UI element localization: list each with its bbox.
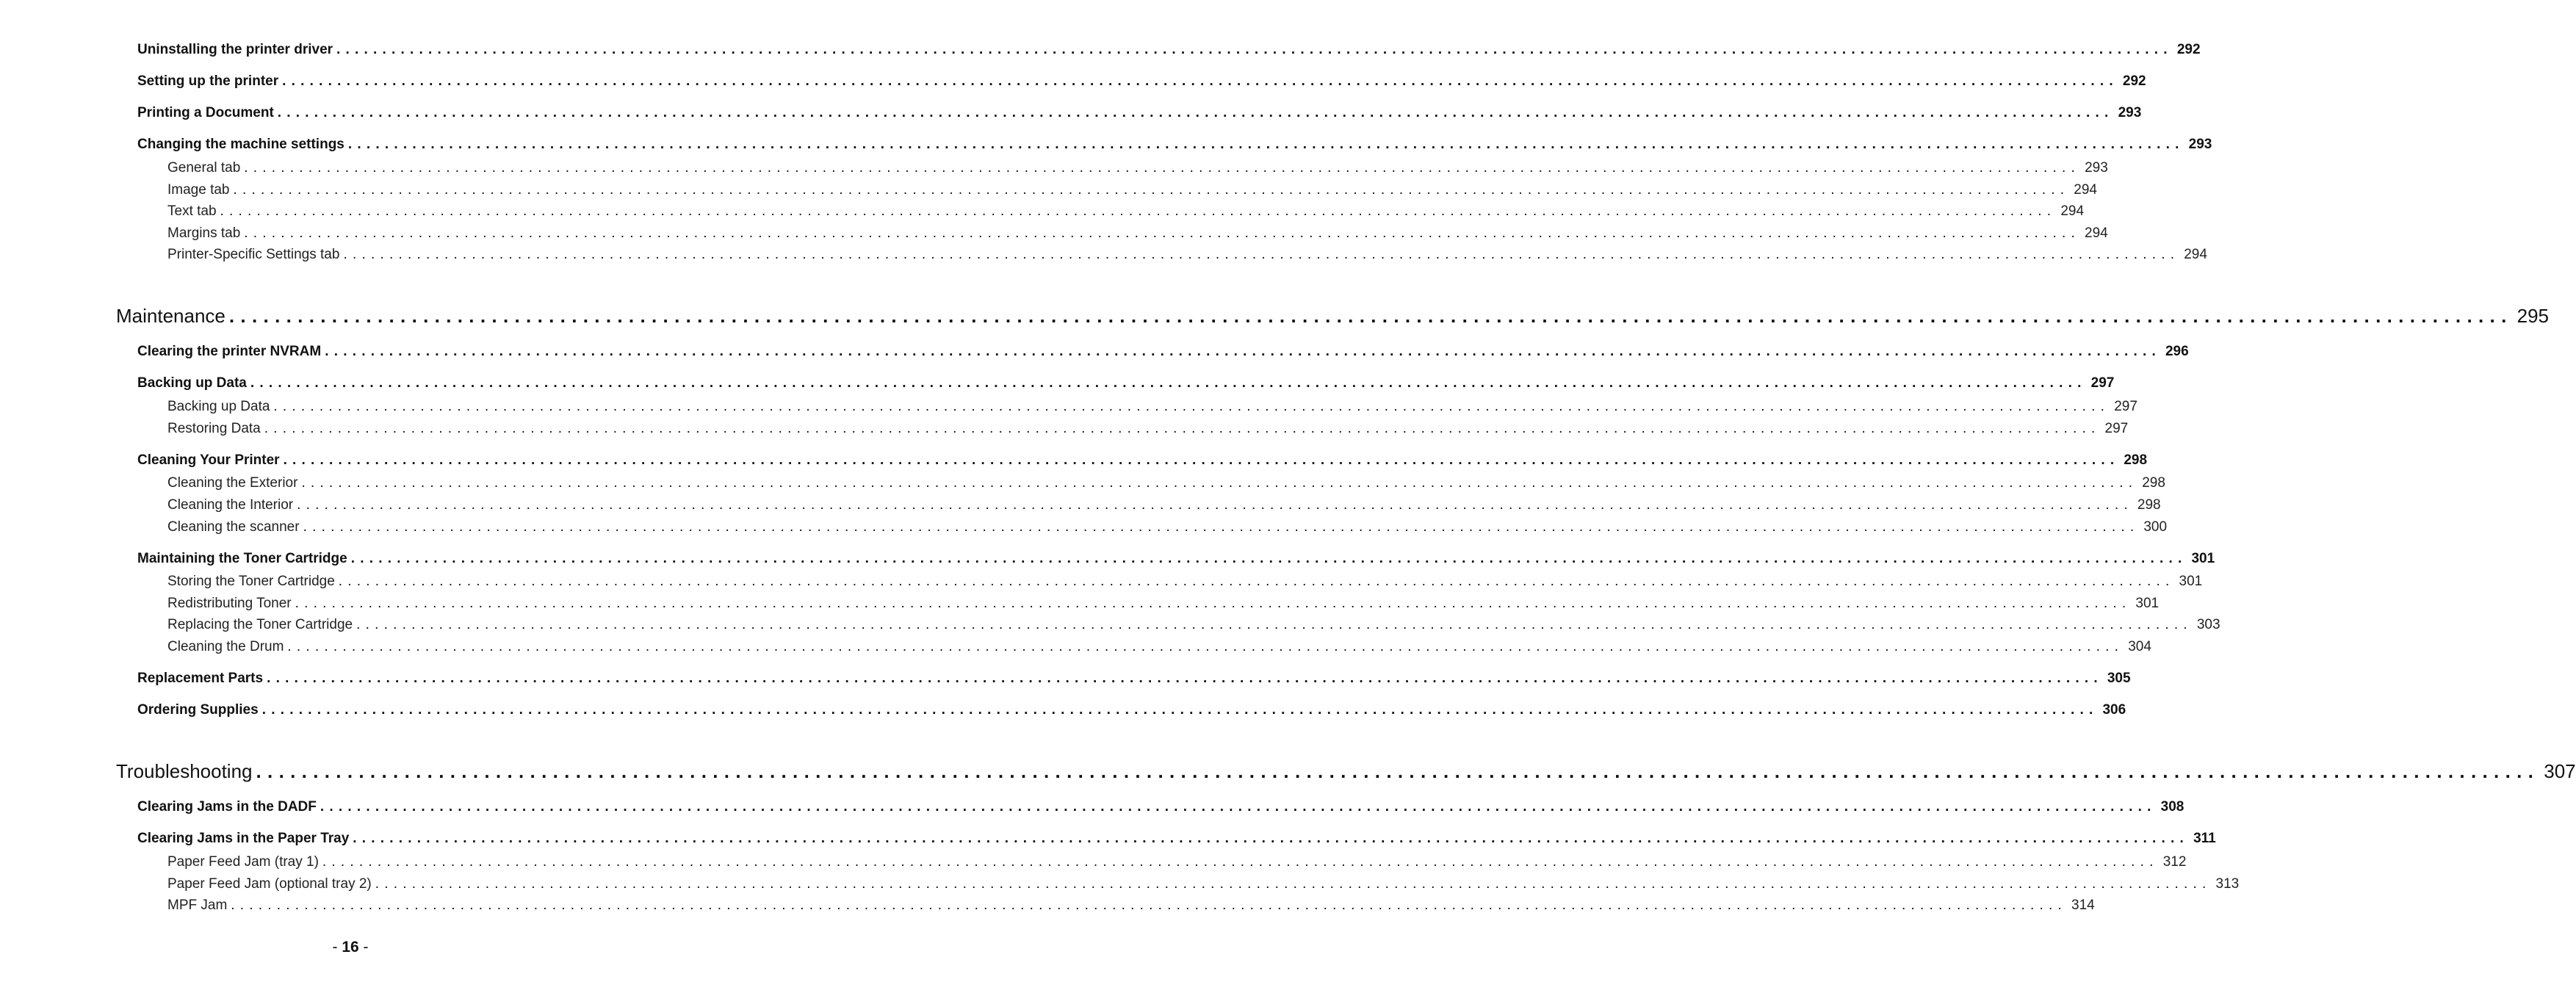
toc-entry-sub[interactable]	[167, 225, 2108, 242]
toc-entry-title: Maintenance	[116, 305, 226, 327]
toc-entry-page-number: 294	[2060, 203, 2085, 219]
toc-entry-chapter[interactable]	[116, 760, 2576, 783]
toc-entry-section[interactable]	[137, 452, 2148, 469]
toc-entry-page-number: 312	[2162, 854, 2187, 870]
toc-entry-page-number: 304	[2128, 639, 2151, 654]
toc-entry-title: Cleaning the scanner	[167, 519, 300, 535]
toc-entry-page-number: 308	[2160, 799, 2184, 815]
toc-entry-page-number: 297	[2090, 375, 2115, 391]
dot-leader: ........................................................................................................................................................................................................	[295, 596, 2132, 611]
toc-entry-title: Troubleshooting	[116, 760, 253, 782]
dot-leader: ........................................................................................................................................................................................................	[322, 854, 2159, 870]
toc-entry-sub[interactable]	[167, 475, 2165, 491]
toc-entry-title: General tab	[167, 160, 241, 176]
toc-entry-page-number: 303	[2196, 617, 2220, 632]
toc-entry-sub[interactable]	[167, 203, 2085, 220]
page-footer	[0, 939, 701, 956]
dot-leader: ........................................................................................................................................................................................................	[231, 898, 2068, 913]
toc-entry-title: Text tab	[167, 203, 217, 219]
toc-entry-page-number: 301	[2179, 574, 2203, 589]
page-number: 16	[342, 939, 359, 956]
toc-entry-page-number: 298	[2142, 475, 2165, 491]
toc-entry-page-number: 294	[2184, 247, 2207, 262]
toc-entry-title: Backing up Data	[137, 375, 247, 391]
toc-entry-title: Replacement Parts	[137, 671, 264, 686]
toc-entry-page-number: 306	[2102, 702, 2126, 718]
toc-entry-title: Uninstalling the printer driver	[137, 42, 333, 57]
dot-leader: ........................................................................................................................................................................................................	[261, 702, 2099, 718]
toc-entry-section[interactable]	[137, 799, 2184, 815]
dot-leader: ........................................................................................................................................................................................................	[375, 876, 2212, 892]
toc-entry-page-number: 297	[2114, 399, 2137, 414]
toc-entry-title: Changing the machine settings	[137, 137, 344, 152]
dot-leader: ........................................................................................................................................................................................................	[343, 247, 2180, 262]
toc-entry-title: Printing a Document	[137, 105, 274, 120]
toc-entry-title: Image tab	[167, 182, 230, 198]
toc-entry-title: Cleaning the Drum	[167, 639, 284, 654]
toc-entry-sub[interactable]	[167, 519, 2168, 535]
footer-prefix: -	[332, 939, 342, 956]
toc-entry-page-number: 311	[2193, 831, 2216, 846]
dot-leader: ........................................................................................................................................................................................................	[256, 760, 2540, 782]
toc-entry-title: Replacing the Toner Cartridge	[167, 617, 353, 632]
toc-entry-title: Clearing Jams in the Paper Tray	[137, 831, 350, 846]
toc-entry-page-number: 293	[2118, 105, 2142, 120]
toc-entry-title: Redistributing Toner	[167, 596, 292, 611]
toc-entry-page-number: 294	[2085, 225, 2108, 241]
dot-leader: ........................................................................................................................................................................................................	[350, 551, 2187, 566]
toc-entry-sub[interactable]	[167, 617, 2220, 633]
dot-leader: ........................................................................................................................................................................................................	[347, 137, 2184, 152]
toc-entry-section[interactable]	[137, 671, 2131, 687]
toc-entry-title: Clearing the printer NVRAM	[137, 344, 322, 359]
toc-entry-title: Cleaning the Exterior	[167, 475, 298, 491]
toc-entry-sub[interactable]	[167, 247, 2207, 263]
toc-entry-page-number: 301	[2135, 596, 2160, 611]
toc-entry-sub[interactable]	[167, 574, 2203, 590]
dot-leader: ........................................................................................................................................................................................................	[220, 203, 2057, 219]
toc-entry-page-number: 297	[2104, 421, 2129, 436]
toc-entry-page-number: 295	[2517, 305, 2550, 327]
toc-entry-sub[interactable]	[167, 596, 2160, 612]
dot-leader: ........................................................................................................................................................................................................	[264, 421, 2101, 436]
toc-entry-sub[interactable]	[167, 421, 2129, 437]
toc-entry-title: Clearing Jams in the DADF	[137, 799, 317, 815]
toc-entry-title: Printer-Specific Settings tab	[167, 247, 340, 262]
toc-entry-title: Maintaining the Toner Cartridge	[137, 551, 347, 566]
toc-entry-title: Paper Feed Jam (optional tray 2)	[167, 876, 372, 892]
toc-entry-section[interactable]	[137, 137, 2212, 153]
toc-entry-sub[interactable]	[167, 898, 2095, 914]
toc-entry-sub[interactable]	[167, 497, 2161, 513]
dot-leader: ........................................................................................................................................................................................................	[303, 519, 2140, 535]
toc-entry-page-number: 300	[2143, 519, 2168, 535]
toc-entry-section[interactable]	[137, 73, 2146, 90]
toc-entry-title: Storing the Toner Cartridge	[167, 574, 335, 589]
dot-leader: ........................................................................................................................................................................................................	[325, 344, 2161, 359]
toc-entry-sub[interactable]	[167, 160, 2108, 176]
dot-leader: ........................................................................................................................................................................................................	[287, 639, 2124, 654]
dot-leader: ........................................................................................................................................................................................................	[244, 225, 2081, 241]
toc-entry-page-number: 298	[2137, 497, 2161, 513]
dot-leader: ........................................................................................................................................................................................................	[336, 42, 2173, 57]
toc-entry-chapter[interactable]	[116, 305, 2550, 328]
toc-entry-section[interactable]	[137, 344, 2189, 360]
dot-leader: ........................................................................................................................................................................................................	[273, 399, 2110, 414]
dot-leader: ........................................................................................................................................................................................................	[283, 452, 2120, 468]
toc-entry-section[interactable]	[137, 551, 2215, 567]
toc-entry-page-number: 307	[2544, 760, 2576, 782]
toc-entry-title: Ordering Supplies	[137, 702, 259, 718]
toc-entry-page-number: 301	[2191, 551, 2215, 566]
toc-entry-page-number: 314	[2071, 898, 2095, 913]
toc-entry-section[interactable]	[137, 42, 2201, 58]
toc-entry-title: Cleaning the Interior	[167, 497, 294, 513]
dot-leader: ........................................................................................................................................................................................................	[338, 574, 2175, 589]
toc-entry-page-number: 292	[2122, 73, 2146, 89]
toc-entry-page-number: 305	[2107, 671, 2131, 686]
toc-entry-page-number: 296	[2165, 344, 2189, 359]
toc-entry-title: Margins tab	[167, 225, 241, 241]
toc-entry-page-number: 298	[2124, 452, 2148, 468]
toc-entry-title: Paper Feed Jam (tray 1)	[167, 854, 319, 870]
dot-leader: ........................................................................................................................................................................................................	[228, 305, 2513, 327]
toc-entry-title: Restoring Data	[167, 421, 261, 436]
dot-leader: ........................................................................................................................................................................................................	[301, 475, 2138, 491]
toc-entry-section[interactable]	[137, 702, 2126, 718]
dot-leader: ........................................................................................................................................................................................................	[233, 182, 2070, 198]
dot-leader: ........................................................................................................................................................................................................	[353, 831, 2190, 846]
toc-entry-title: Cleaning Your Printer	[137, 452, 280, 468]
toc-entry-page-number: 292	[2176, 42, 2201, 57]
toc-entry-page-number: 294	[2074, 182, 2097, 198]
toc-entry-sub[interactable]	[167, 399, 2137, 415]
dot-leader: ........................................................................................................................................................................................................	[244, 160, 2081, 176]
toc-entry-title: MPF Jam	[167, 898, 228, 913]
toc-entry-section[interactable]	[137, 375, 2115, 391]
toc-entry-page-number: 293	[2085, 160, 2108, 176]
dot-leader: ........................................................................................................................................................................................................	[267, 671, 2103, 686]
footer-suffix: -	[358, 939, 369, 956]
dot-leader: ........................................................................................................................................................................................................	[277, 105, 2114, 120]
toc-entry-sub[interactable]	[167, 876, 2240, 892]
toc-entry-page-number: 293	[2188, 137, 2212, 152]
toc-entry-section[interactable]	[137, 105, 2142, 121]
dot-leader: ........................................................................................................................................................................................................	[320, 799, 2157, 815]
toc-entry-title: Setting up the printer	[137, 73, 279, 89]
dot-leader: ........................................................................................................................................................................................................	[282, 73, 2118, 89]
toc-entry-title: Backing up Data	[167, 399, 270, 414]
toc-entry-sub[interactable]	[167, 639, 2151, 655]
dot-leader: ........................................................................................................................................................................................................	[250, 375, 2087, 391]
dot-leader: ........................................................................................................................................................................................................	[297, 497, 2133, 513]
toc-entry-sub[interactable]	[167, 182, 2097, 198]
toc-entry-section[interactable]	[137, 831, 2216, 847]
toc-entry-page-number: 313	[2215, 876, 2240, 892]
toc-entry-sub[interactable]	[167, 854, 2187, 870]
dot-leader: ........................................................................................................................................................................................................	[356, 617, 2193, 632]
